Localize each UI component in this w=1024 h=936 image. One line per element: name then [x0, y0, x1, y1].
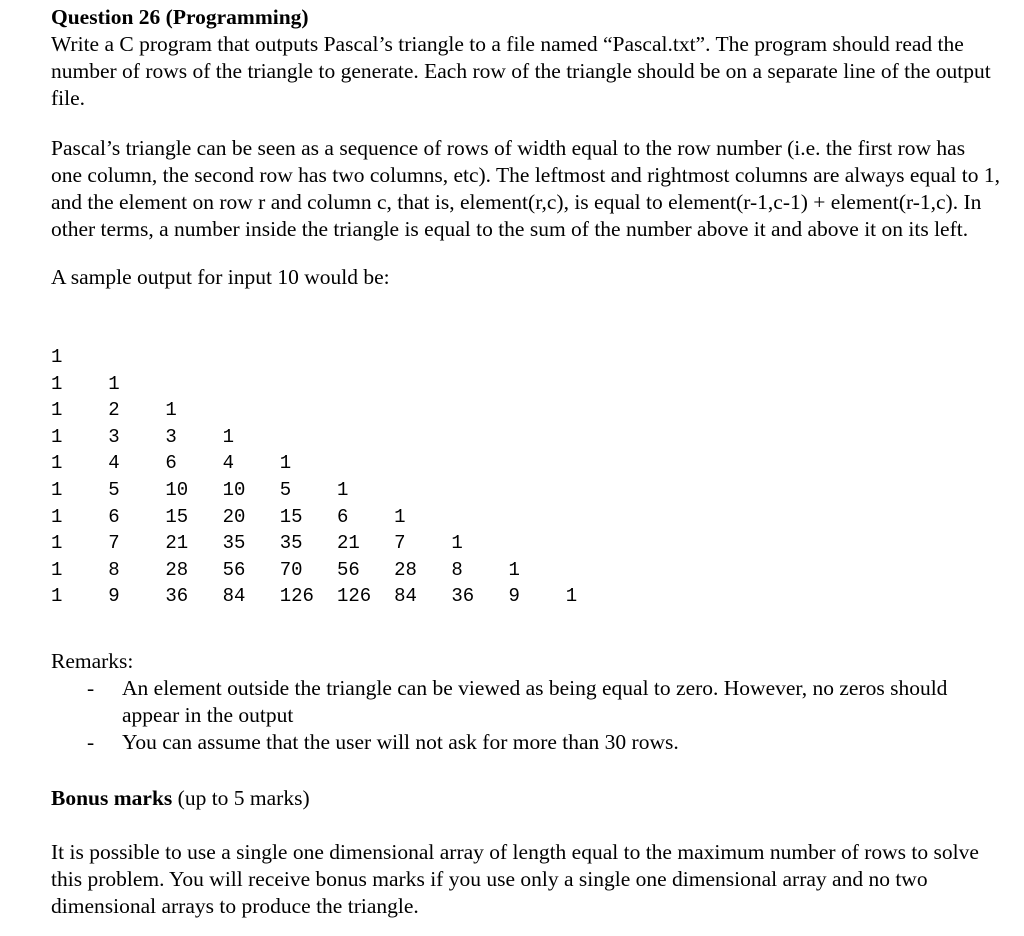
triangle-cell: 21 [165, 532, 189, 555]
triangle-row [51, 344, 623, 371]
remark-text: You can assume that the user will not ask for more than 30 rows. [122, 730, 679, 754]
question-description: Pascal’s triangle can be seen as a sequence of rows of width equal to the row number (i.e. the first row has one column, the second row has two columns, etc). The leftmost and rightmost columns are always equal to 1, and the element on row r and column c, that is, element(r,c), is equal to element(r-1,c-1) + element(r-1,c). In other terms, a number inside the triangle is equal to the sum of the number above it and above it on its left. [51, 136, 1000, 241]
triangle-row [51, 371, 623, 398]
triangle-cell: 20 [222, 505, 246, 528]
triangle-cell: 28 [165, 558, 189, 581]
triangle-cell: 1 [51, 478, 63, 501]
pascal-triangle-sample [51, 344, 623, 610]
remark-item [51, 729, 1001, 756]
triangle-row [51, 397, 623, 424]
triangle-cell: 3 [165, 425, 177, 448]
triangle-cell: 1 [565, 585, 578, 608]
triangle-row [51, 424, 623, 451]
bonus-heading-bold: Bonus marks [51, 786, 173, 810]
triangle-cell: 7 [394, 532, 406, 555]
triangle-cell: 84 [394, 585, 417, 608]
triangle-row [51, 504, 623, 531]
remark-text: An element outside the triangle can be viewed as being equal to zero. However, no zeros should appear in the output [122, 676, 948, 727]
triangle-cell: 4 [222, 452, 234, 475]
triangle-row [51, 450, 623, 477]
triangle-row [51, 557, 623, 584]
triangle-cell: 1 [51, 585, 63, 608]
triangle-cell: 5 [108, 478, 120, 501]
triangle-cell: 2 [108, 399, 120, 422]
triangle-cell: 84 [222, 585, 246, 608]
question-intro: Write a C program that outputs Pascal’s triangle to a file named “Pascal.txt”. The program should read the number of rows of the triangle to generate. Each row of the triangle should be on a separate line of the output file. [51, 32, 991, 110]
triangle-cell: 15 [165, 505, 189, 528]
remark-item [51, 675, 1001, 729]
bonus-body: It is possible to use a single one dimensional array of length equal to the maximum number of rows to solve this problem. You will receive bonus marks if you use only a single one dimensional array and no two dimensional arrays to produce the triangle. [51, 840, 979, 918]
dash-bullet: - [87, 730, 95, 754]
triangle-cell: 1 [51, 505, 63, 528]
triangle-cell: 35 [222, 532, 246, 555]
bonus-heading [51, 785, 1001, 812]
triangle-cell: 6 [165, 452, 177, 475]
triangle-cell: 35 [279, 532, 303, 555]
triangle-cell: 56 [222, 558, 246, 581]
triangle-cell: 10 [165, 478, 189, 501]
triangle-cell: 1 [165, 399, 177, 422]
triangle-cell: 8 [451, 558, 463, 581]
triangle-cell: 6 [108, 505, 120, 528]
bonus-heading-rest: (up to 5 marks) [172, 786, 310, 810]
triangle-row [51, 477, 623, 504]
triangle-cell: 5 [279, 478, 292, 501]
triangle-cell: 3 [108, 425, 120, 448]
triangle-cell: 6 [336, 505, 349, 528]
triangle-cell: 126 [279, 585, 314, 608]
triangle-cell: 21 [336, 532, 360, 555]
triangle-cell: 10 [222, 478, 246, 501]
triangle-row [51, 530, 623, 557]
triangle-cell: 126 [336, 585, 372, 608]
triangle-cell: 1 [508, 558, 520, 581]
triangle-cell: 1 [108, 372, 120, 395]
triangle-cell: 28 [394, 558, 417, 581]
triangle-cell: 36 [451, 585, 475, 608]
question-title: Question 26 (Programming) [51, 5, 309, 29]
bonus-section [51, 785, 1001, 920]
triangle-cell: 1 [336, 478, 349, 501]
triangle-cell: 36 [165, 585, 189, 608]
triangle-row [51, 583, 623, 610]
question-section [51, 4, 1001, 291]
triangle-cell: 1 [279, 452, 292, 475]
triangle-cell: 1 [51, 346, 63, 368]
triangle-cell: 9 [108, 585, 120, 608]
triangle-cell: 1 [394, 505, 406, 528]
remarks-list [51, 675, 1001, 756]
triangle-cell: 4 [108, 452, 120, 475]
triangle-cell: 70 [279, 558, 303, 581]
dash-bullet: - [87, 676, 95, 700]
triangle-cell: 9 [508, 585, 520, 608]
triangle-cell: 1 [51, 558, 63, 581]
triangle-cell: 1 [51, 532, 63, 555]
triangle-cell: 1 [51, 452, 63, 475]
triangle-cell: 1 [222, 425, 234, 448]
remarks-heading: Remarks: [51, 649, 134, 673]
triangle-cell: 1 [51, 425, 63, 448]
triangle-cell: 56 [336, 558, 360, 581]
remarks-section [51, 648, 1001, 756]
triangle-cell: 1 [51, 399, 63, 422]
triangle-cell: 7 [108, 532, 120, 555]
sample-intro: A sample output for input 10 would be: [51, 265, 390, 289]
triangle-cell: 15 [279, 505, 303, 528]
triangle-cell: 1 [451, 532, 463, 555]
triangle-cell: 1 [51, 372, 63, 395]
triangle-cell: 8 [108, 558, 120, 581]
